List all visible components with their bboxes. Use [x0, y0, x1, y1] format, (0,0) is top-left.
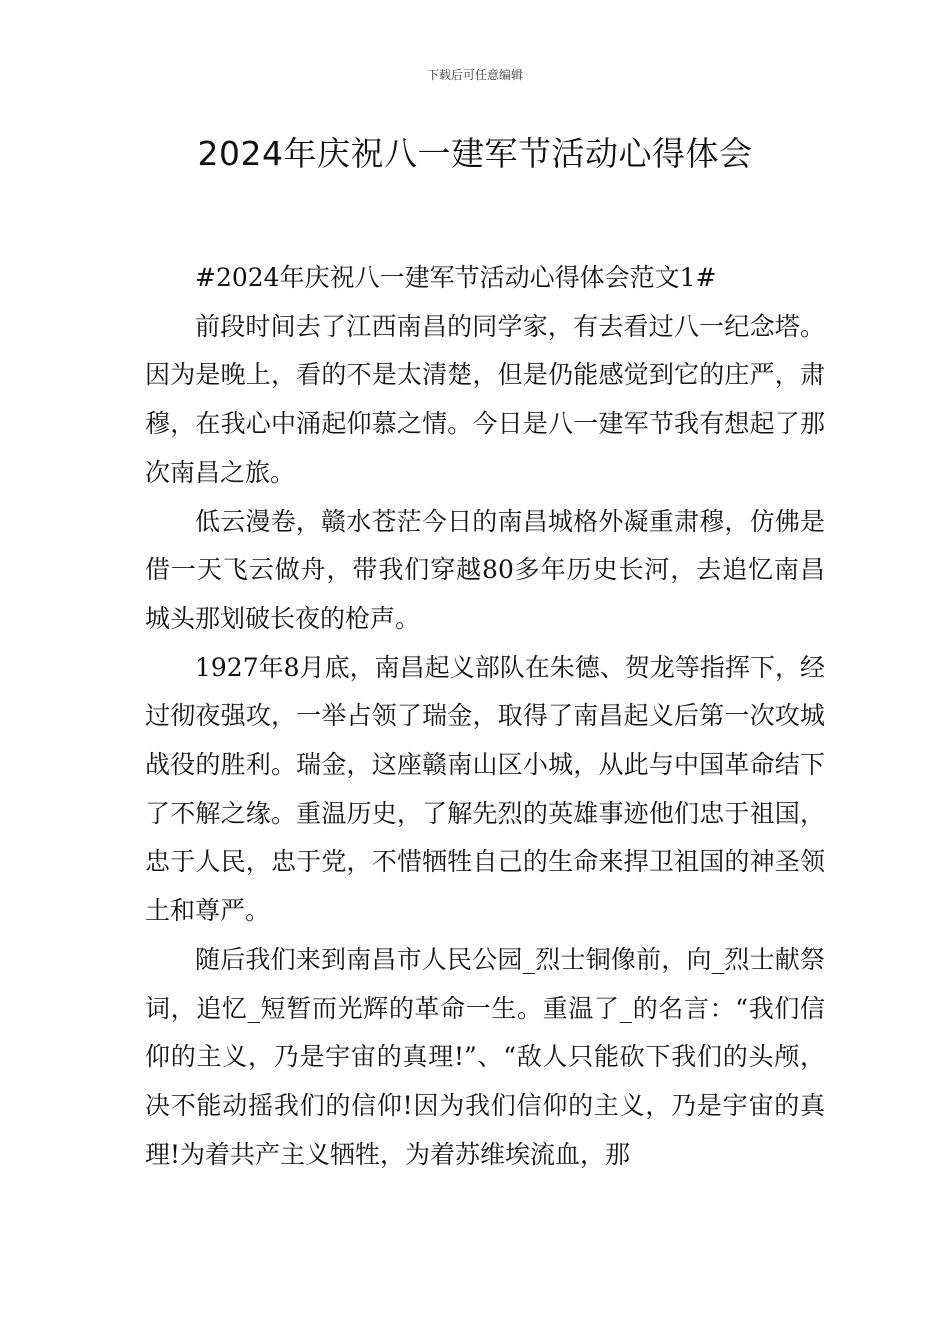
document-title: 2024年庆祝八一建军节活动心得体会 — [197, 134, 753, 173]
paragraph: 随后我们来到南昌市人民公园_烈士铜像前，向_烈士献祭词，追忆_短暂而光辉的革命一生。重温了_的名言：“我们信仰的主义，乃是宇宙的真理!”、“敌人只能砍下我们的头颅，决不能动摇我们的信仰!因为我们信仰的主义，乃是宇宙的真理!为着共产主义牺牲，为着苏维埃流血，那 — [145, 944, 825, 1169]
paragraph: 前段时间去了江西南昌的同学家，有去看过八一纪念塔。因为是晚上，看的不是太清楚，但是仍能感觉到它的庄严，肃穆，在我心中涌起仰慕之情。今日是八一建军节我有想起了那次南昌之旅。 — [145, 311, 825, 487]
document-body — [145, 254, 825, 1179]
header-note: 下载后可任意编辑 — [426, 68, 523, 82]
section-heading: #2024年庆祝八一建军节活动心得体会范文1# — [195, 263, 717, 292]
paragraph: 1927年8月底，南昌起义部队在朱德、贺龙等指挥下，经过彻夜强攻，一举占领了瑞金，取得了南昌起义后第一次攻城战役的胜利。瑞金，这座赣南山区小城，从此与中国革命结下了不解之缘。重温历史，了解先烈的英雄事迹他们忠于祖国，忠于人民，忠于党，不惜牺牲自己的生命来捍卫祖国的神圣领土和尊严。 — [145, 652, 825, 926]
paragraph: 低云漫卷，赣水苍茫今日的南昌城格外凝重肃穆，仿佛是借一天飞云做舟，带我们穿越80多年历史长河，去追忆南昌城头那划破长夜的枪声。 — [145, 506, 825, 633]
